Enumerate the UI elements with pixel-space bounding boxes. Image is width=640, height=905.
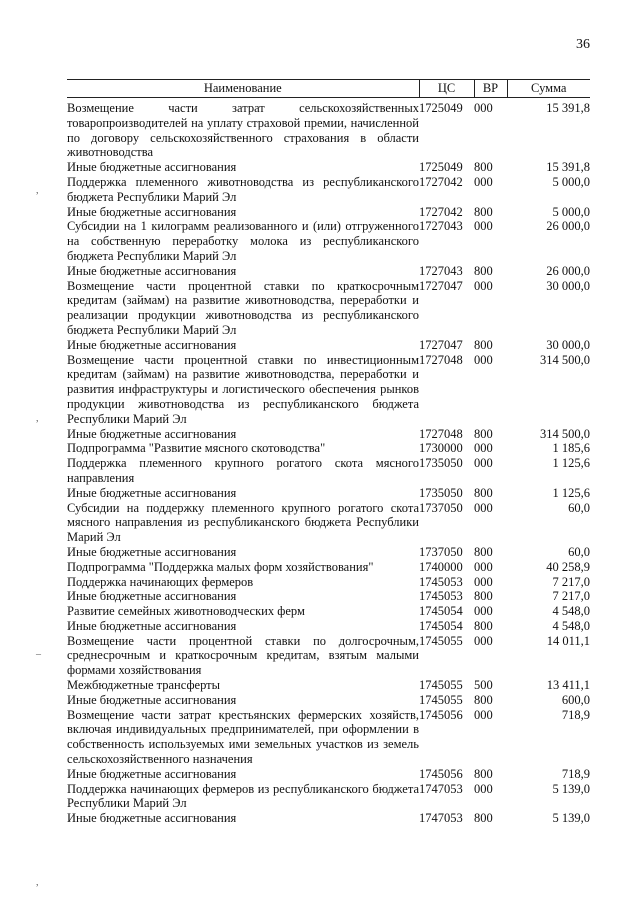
row-cs-cell: 1745055 <box>419 692 463 707</box>
row-cs-cell: 1745056 <box>419 707 463 722</box>
row-vr-cell: 800 <box>474 618 493 633</box>
table-row <box>67 160 590 175</box>
row-cs-cell: 1727043 <box>419 219 463 234</box>
row-name-cell: Возмещение части процентной ставки по краткосрочным кредитам (займам) на развитие животноводства, переработки и реализации продукции животноводства из республиканского бюджета Республики Марий Эл <box>67 278 419 337</box>
table-row <box>67 264 590 279</box>
row-name-cell: Возмещение части процентной ставки по инвестиционным кредитам (займам) на развитие животноводства, переработки и развития инфраструктуры и логистического обеспечения рынков продукции животноводства из республиканского бюджета Республики Марий Эл <box>67 352 419 426</box>
table-row <box>67 693 590 708</box>
row-vr-cell: 000 <box>474 174 493 189</box>
row-sum-cell: 7 217,0 <box>552 574 590 589</box>
column-header-cs: ЦС <box>419 80 474 98</box>
table-row <box>67 353 590 427</box>
row-name-cell: Поддержка начинающих фермеров <box>67 574 254 589</box>
row-vr-cell: 800 <box>474 811 493 826</box>
row-cs-cell: 1727042 <box>419 204 463 219</box>
table-row <box>67 678 590 693</box>
row-name-cell: Поддержка начинающих фермеров из республиканского бюджета Республики Марий Эл <box>67 781 419 811</box>
row-vr-cell: 800 <box>474 692 493 707</box>
row-sum-cell: 26 000,0 <box>546 263 590 278</box>
row-vr-cell: 000 <box>474 219 493 234</box>
budget-table <box>67 79 590 826</box>
row-name-cell: Возмещение части процентной ставки по долгосрочным, среднесрочным и краткосрочным кредитам, взятым малыми формами хозяйствования <box>67 633 419 678</box>
row-sum-cell: 718,9 <box>561 707 590 722</box>
row-sum-cell: 15 391,8 <box>546 160 590 175</box>
row-cs-cell: 1740000 <box>419 559 463 574</box>
row-vr-cell: 800 <box>474 589 493 604</box>
row-vr-cell: 800 <box>474 766 493 781</box>
row-sum-cell: 314 500,0 <box>540 426 590 441</box>
row-cs-cell: 1735050 <box>419 485 463 500</box>
row-cs-cell: 1745053 <box>419 589 463 604</box>
row-cs-cell: 1745055 <box>419 678 463 693</box>
row-cs-cell: 1725049 <box>419 160 463 175</box>
row-cs-cell: 1737050 <box>419 500 463 515</box>
column-header-name: Наименование <box>67 80 419 98</box>
row-sum-cell: 26 000,0 <box>546 219 590 234</box>
table-row <box>67 575 590 590</box>
row-sum-cell: 600,0 <box>561 692 590 707</box>
row-sum-cell: 5 000,0 <box>552 174 590 189</box>
row-cs-cell: 1745056 <box>419 766 463 781</box>
row-cs-cell: 1730000 <box>419 441 463 456</box>
table-row <box>67 708 590 767</box>
row-name-cell: Субсидии на 1 килограмм реализованного и (или) отгруженного на собственную переработку молока из республиканского бюджета Республики Марий Эл <box>67 219 419 263</box>
row-vr-cell: 800 <box>474 544 493 559</box>
row-vr-cell: 000 <box>474 101 493 115</box>
row-vr-cell: 800 <box>474 263 493 278</box>
row-cs-cell: 1727048 <box>419 352 463 367</box>
row-vr-cell: 000 <box>474 352 493 367</box>
row-vr-cell: 000 <box>474 500 493 515</box>
row-name-cell: Иные бюджетные ассигнования <box>67 426 237 441</box>
row-sum-cell: 718,9 <box>561 766 590 781</box>
row-sum-cell: 5 139,0 <box>552 811 590 826</box>
row-name-cell: Иные бюджетные ассигнования <box>67 766 237 781</box>
page-number: 36 <box>576 37 590 52</box>
row-name-cell: Иные бюджетные ассигнования <box>67 811 237 826</box>
row-name-cell: Поддержка племенного крупного рогатого скота мясного направления <box>67 456 419 485</box>
row-sum-cell: 60,0 <box>568 544 590 559</box>
table-row <box>67 338 590 353</box>
row-sum-cell: 1 185,6 <box>552 441 590 456</box>
row-cs-cell: 1727048 <box>419 426 463 441</box>
table-row <box>67 782 590 812</box>
row-name-cell: Иные бюджетные ассигнования <box>67 544 237 559</box>
margin-mark: , <box>36 185 39 196</box>
row-cs-cell: 1745055 <box>419 633 463 648</box>
row-name-cell: Иные бюджетные ассигнования <box>67 692 237 707</box>
row-sum-cell: 15 391,8 <box>546 101 590 115</box>
row-vr-cell: 800 <box>474 426 493 441</box>
table-body <box>67 98 590 827</box>
row-sum-cell: 7 217,0 <box>552 589 590 604</box>
row-vr-cell: 000 <box>474 633 493 648</box>
row-vr-cell: 000 <box>474 278 493 293</box>
row-name-cell: Возмещение части затрат крестьянских фермерских хозяйств, включая индивидуальных предпринимателей, при оформлении в собственность используемых ими земельных участков из земель сельскохозяйственного назначения <box>67 707 419 767</box>
table-row <box>67 811 590 826</box>
row-sum-cell: 60,0 <box>568 500 590 515</box>
margin-mark: – <box>36 649 41 660</box>
row-name-cell: Подпрограмма "Развитие мясного скотоводства" <box>67 441 326 456</box>
table-row <box>67 486 590 501</box>
margin-mark: , <box>36 413 39 424</box>
row-vr-cell: 800 <box>474 485 493 500</box>
row-name-cell: Иные бюджетные ассигнования <box>67 263 237 278</box>
table-row <box>67 619 590 634</box>
row-name-cell: Иные бюджетные ассигнования <box>67 337 237 352</box>
row-sum-cell: 314 500,0 <box>540 352 590 367</box>
row-cs-cell: 1727042 <box>419 174 463 189</box>
table-row <box>67 604 590 619</box>
margin-mark: , <box>36 877 39 888</box>
table-row <box>67 98 590 161</box>
row-sum-cell: 30 000,0 <box>546 278 590 293</box>
row-cs-cell: 1745054 <box>419 618 463 633</box>
row-cs-cell: 1745053 <box>419 574 463 589</box>
table-row <box>67 279 590 338</box>
row-vr-cell: 000 <box>474 559 493 574</box>
row-sum-cell: 4 548,0 <box>552 604 590 619</box>
table-row <box>67 545 590 560</box>
table-row <box>67 427 590 442</box>
row-sum-cell: 1 125,6 <box>552 485 590 500</box>
row-cs-cell: 1727047 <box>419 337 463 352</box>
table-row <box>67 560 590 575</box>
row-sum-cell: 4 548,0 <box>552 618 590 633</box>
row-sum-cell: 14 011,1 <box>546 633 590 648</box>
row-cs-cell: 1737050 <box>419 544 463 559</box>
row-name-cell: Иные бюджетные ассигнования <box>67 618 237 633</box>
table-row <box>67 501 590 545</box>
table-row <box>67 219 590 263</box>
row-name-cell: Субсидии на поддержку племенного крупного рогатого скота мясного направления из республиканского бюджета Республики Марий Эл <box>67 500 419 545</box>
row-cs-cell: 1727047 <box>419 278 463 293</box>
table-header-row <box>67 80 590 98</box>
row-name-cell: Развитие семейных животноводческих ферм <box>67 604 305 619</box>
row-cs-cell: 1725049 <box>419 101 463 115</box>
row-name-cell: Иные бюджетные ассигнования <box>67 485 237 500</box>
table-row <box>67 205 590 220</box>
row-cs-cell: 1735050 <box>419 456 463 471</box>
row-vr-cell: 000 <box>474 781 493 796</box>
table-row <box>67 589 590 604</box>
row-vr-cell: 800 <box>474 204 493 219</box>
table-row <box>67 441 590 456</box>
row-sum-cell: 13 411,1 <box>546 678 590 693</box>
row-vr-cell: 000 <box>474 574 493 589</box>
row-vr-cell: 800 <box>474 160 493 175</box>
row-vr-cell: 800 <box>474 337 493 352</box>
row-vr-cell: 000 <box>474 604 493 619</box>
row-name-cell: Иные бюджетные ассигнования <box>67 204 237 219</box>
row-cs-cell: 1747053 <box>419 811 463 826</box>
row-name-cell: Возмещение части затрат сельскохозяйственных товаропроизводителей на уплату страховой премии, начисленной по договору сельскохозяйственного страхования в области животноводства <box>67 101 419 160</box>
row-sum-cell: 40 258,9 <box>546 559 590 574</box>
row-vr-cell: 000 <box>474 441 493 456</box>
row-name-cell: Иные бюджетные ассигнования <box>67 160 237 175</box>
row-vr-cell: 000 <box>474 707 493 722</box>
column-header-sum: Сумма <box>507 80 590 98</box>
row-name-cell: Иные бюджетные ассигнования <box>67 589 237 604</box>
row-vr-cell: 500 <box>474 678 493 693</box>
row-name-cell: Межбюджетные трансферты <box>67 678 221 693</box>
row-name-cell: Подпрограмма "Поддержка малых форм хозяйствования" <box>67 559 374 574</box>
row-sum-cell: 30 000,0 <box>546 337 590 352</box>
table-row <box>67 456 590 486</box>
row-cs-cell: 1727043 <box>419 263 463 278</box>
row-sum-cell: 1 125,6 <box>552 456 590 471</box>
row-vr-cell: 000 <box>474 456 493 471</box>
table-row <box>67 767 590 782</box>
row-sum-cell: 5 000,0 <box>552 204 590 219</box>
row-name-cell: Поддержка племенного животноводства из республиканского бюджета Республики Марий Эл <box>67 174 419 204</box>
row-cs-cell: 1745054 <box>419 604 463 619</box>
column-header-vr: ВР <box>474 80 507 98</box>
row-cs-cell: 1747053 <box>419 781 463 796</box>
row-sum-cell: 5 139,0 <box>552 781 590 796</box>
table-row <box>67 175 590 205</box>
table-row <box>67 634 590 678</box>
